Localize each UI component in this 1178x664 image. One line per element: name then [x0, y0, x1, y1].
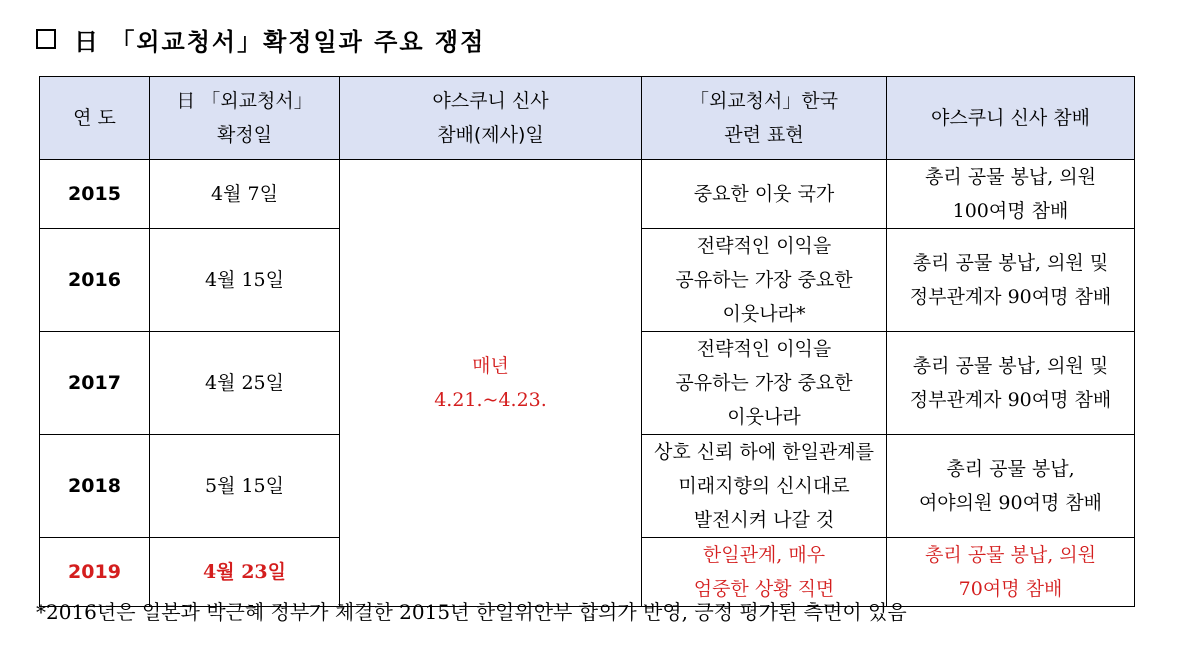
confirm-date-cell: 4월 25일 [150, 332, 340, 435]
confirm-date-cell: 4월 7일 [150, 160, 340, 229]
confirm-date-cell: 4월 15일 [150, 229, 340, 332]
header-worship: 야스쿠니 신사 참배 [887, 77, 1135, 160]
expression-cell: 중요한 이웃 국가 [642, 160, 887, 229]
worship-cell: 총리 공물 봉납, 의원 100여명 참배 [887, 160, 1135, 229]
footnote: *2016년은 일본과 박근혜 정부가 체결한 2015년 한일위안부 합의가 반영, 긍정 평가된 측면이 있음 [36, 600, 907, 624]
expression-cell: 한일관계, 매우 엄중한 상황 직면 [642, 538, 887, 607]
expression-cell: 전략적인 이익을 공유하는 가장 중요한 이웃나라* [642, 229, 887, 332]
header-worship-date: 야스쿠니 신사 참배(제사)일 [340, 77, 642, 160]
confirm-date-cell: 4월 23일 [150, 538, 340, 607]
main-table [39, 76, 1135, 607]
page-title [36, 22, 485, 56]
expression-cell: 전략적인 이익을 공유하는 가장 중요한 이웃나라 [642, 332, 887, 435]
worship-cell: 총리 공물 봉납, 여야의원 90여명 참배 [887, 435, 1135, 538]
table-row [40, 160, 1135, 229]
header-row [40, 77, 1135, 160]
worship-cell: 총리 공물 봉납, 의원 및 정부관계자 90여명 참배 [887, 332, 1135, 435]
checkbox-square-icon [36, 29, 56, 49]
worship-cell: 총리 공물 봉납, 의원 70여명 참배 [887, 538, 1135, 607]
year-cell: 2016 [40, 229, 150, 332]
header-korea-expression: 「외교청서」한국 관련 표현 [642, 77, 887, 160]
year-cell: 2017 [40, 332, 150, 435]
worship-cell: 총리 공물 봉납, 의원 및 정부관계자 90여명 참배 [887, 229, 1135, 332]
year-cell: 2015 [40, 160, 150, 229]
year-cell: 2019 [40, 538, 150, 607]
worship-date-merged-cell: 매년 4.21.~4.23. [340, 160, 642, 607]
year-cell: 2018 [40, 435, 150, 538]
confirm-date-cell: 5월 15일 [150, 435, 340, 538]
header-year: 연 도 [40, 77, 150, 160]
page-title-text: 日 「외교청서」확정일과 주요 쟁점 [74, 27, 486, 56]
header-confirm-date: 日 「외교청서」 확정일 [150, 77, 340, 160]
expression-cell: 상호 신뢰 하에 한일관계를 미래지향의 신시대로 발전시켜 나갈 것 [642, 435, 887, 538]
